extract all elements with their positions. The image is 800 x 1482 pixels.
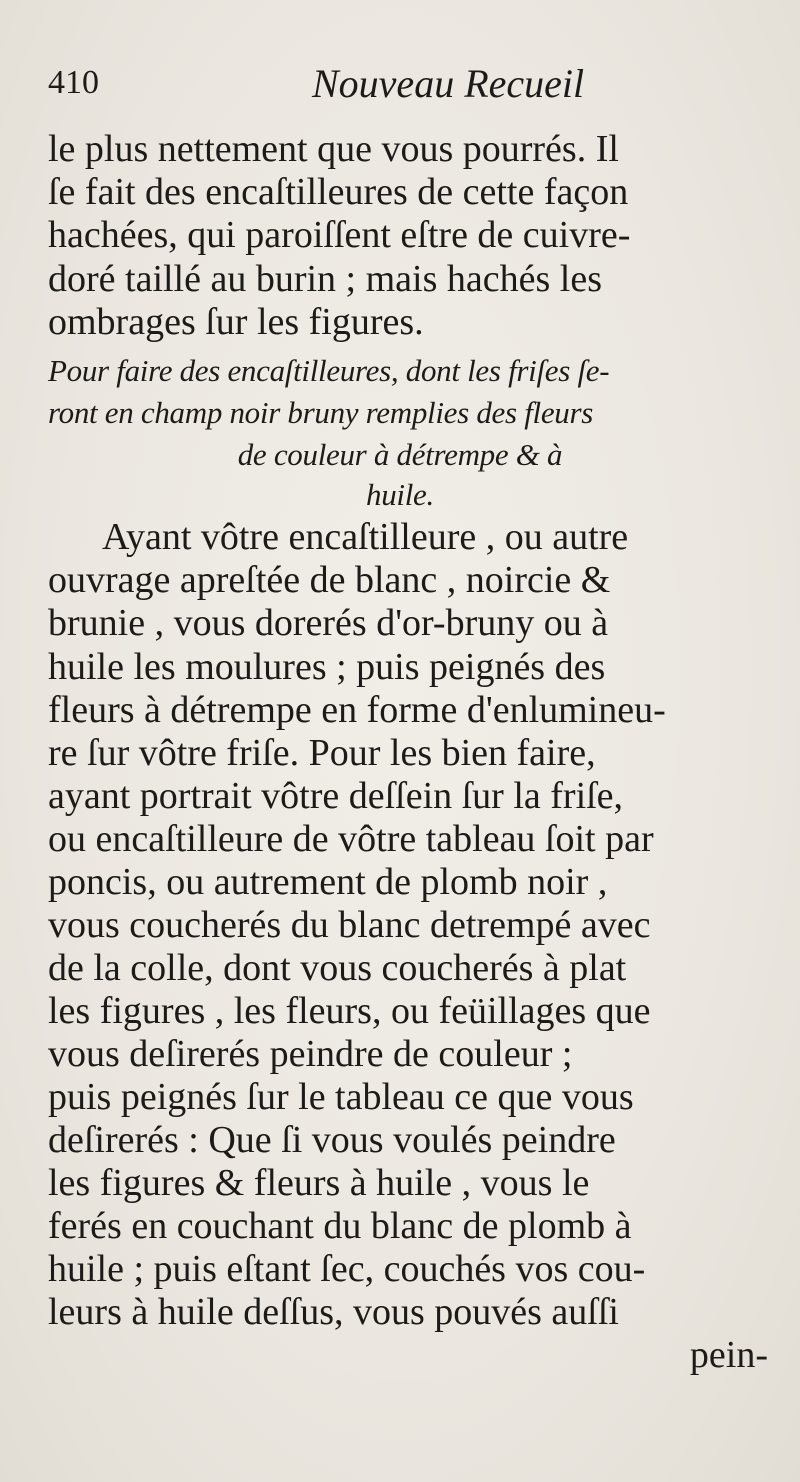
text-line: vous deſirerés peindre de couleur ; — [48, 1033, 573, 1075]
text-line: les figures & fleurs à huile , vous le — [48, 1162, 590, 1204]
text-line: huile les moulures ; puis peignés des — [48, 646, 606, 688]
text-line: re ſur vôtre friſe. Pour les bien faire, — [48, 732, 596, 774]
text-line: fleurs à détrempe en forme d'enlumineu- — [48, 689, 666, 731]
text-line: puis peignés ſur le tableau ce que vous — [48, 1076, 634, 1118]
text-line: ayant portrait vôtre deſſein ſur la friſe, — [48, 775, 624, 817]
text-line: brunie , vous dorerés d'or-bruny ou à — [48, 602, 609, 644]
text-line: le plus nettement que vous pourrés. Il — [48, 128, 619, 170]
text-line: ou encaſtilleure de vôtre tableau ſoit par — [48, 818, 654, 860]
section-heading-line: ront en champ noir bruny remplies des fleurs — [48, 395, 594, 430]
text-line: deſirerés : Que ſi vous voulés peindre — [48, 1119, 616, 1161]
section-heading-line: huile. — [366, 477, 434, 512]
text-line: de la colle, dont vous coucherés à plat — [48, 947, 627, 989]
text-line: vous coucherés du blanc detrempé avec — [48, 904, 651, 946]
text-line: ouvrage apreſtée de blanc , noircie & — [48, 559, 611, 601]
text-line: les figures , les fleurs, ou feüillages que — [48, 990, 651, 1032]
page-header — [48, 60, 768, 110]
text-line: doré taillé au burin ; mais hachés les — [48, 258, 602, 300]
text-line: leurs à huile deſſus, vous pouvés auſſi — [48, 1291, 619, 1333]
running-title: Nouveau Recueil — [312, 61, 585, 106]
text-line: ombrages ſur les figures. — [48, 301, 424, 343]
text-line: huile ; puis eſtant ſec, couchés vos cou- — [48, 1248, 646, 1290]
catchword: pein- — [689, 1334, 768, 1376]
paragraph-first-line: Ayant vôtre encaſtilleure , ou autre — [102, 516, 629, 558]
text-line: hachées, qui paroiſſent eſtre de cuivre- — [48, 214, 631, 256]
text-line: ſe fait des encaſtilleures de cette façon — [48, 171, 629, 213]
section-heading-line: de couleur à détrempe & à — [237, 437, 563, 472]
text-line: poncis, ou autrement de plomb noir , — [48, 861, 608, 903]
section-heading-line: Pour faire des encaſtilleures, dont les friſes ſe- — [48, 353, 610, 388]
page-number: 410 — [48, 64, 99, 101]
text-line: ferés en couchant du blanc de plomb à — [48, 1205, 632, 1247]
